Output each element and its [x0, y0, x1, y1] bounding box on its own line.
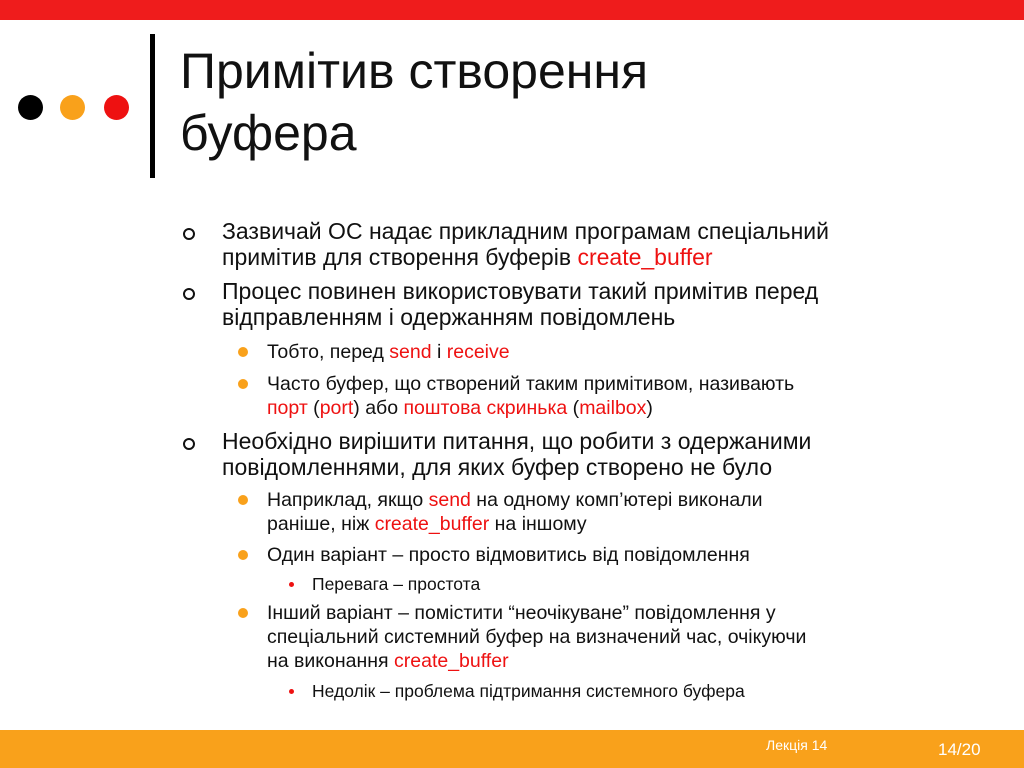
list-item-line: [222, 304, 1002, 330]
list-item-term: create_buffer: [577, 244, 713, 270]
list-item-text: Наприклад, якщо: [267, 489, 429, 511]
list-item-term: mailbox: [579, 397, 647, 419]
list-item-term: create_buffer: [394, 650, 509, 672]
list-item-term: поштова скринька: [403, 397, 568, 419]
footer-bar: [0, 730, 1024, 768]
list-item-line: [222, 218, 1002, 244]
list-item-line: [267, 601, 987, 625]
slide-title-line2: буфера: [180, 105, 357, 161]
list-item-line: [267, 543, 987, 567]
bullet-icon: [238, 495, 248, 505]
list-item-text: примітив для створення буферів: [222, 244, 578, 270]
list-item-text: на виконання: [267, 650, 395, 672]
list-item: [312, 573, 992, 595]
bullet-icon: [238, 608, 248, 618]
list-item-text: (: [307, 397, 320, 419]
list-item-line: [222, 278, 1002, 304]
bullet-icon: [289, 582, 294, 587]
bullet-icon: [183, 438, 195, 450]
list-item-term: send: [428, 489, 471, 511]
list-item-text: Часто буфер, що створений таким примітивом, називають: [267, 373, 795, 395]
bullet-icon: [238, 347, 248, 357]
list-item-line: [267, 512, 987, 536]
list-item-text: Один варіант – просто відмовитись від повідомлення: [267, 544, 750, 566]
list-item: [267, 340, 987, 364]
list-item-line: [267, 625, 987, 649]
list-item-line: [312, 573, 992, 595]
bullet-icon: [183, 288, 195, 300]
footer-page-number: 14/20: [938, 740, 981, 759]
list-item-line: [222, 454, 1002, 480]
list-item-text: відправленням і одержанням повідомлень: [222, 304, 676, 330]
list-item-term: port: [319, 397, 354, 419]
list-item: [267, 543, 987, 567]
bullet-icon: [183, 228, 195, 240]
list-item-term: порт: [267, 397, 308, 419]
bullet-icon: [289, 689, 294, 694]
list-item-text: на одному комп’ютері виконали: [470, 489, 763, 511]
list-item: [222, 218, 1002, 270]
list-item-text: Процес повинен використовувати такий примітив перед: [222, 278, 819, 304]
list-item-text: повідомленнями, для яких буфер створено не було: [222, 454, 773, 480]
list-item-term: receive: [446, 341, 510, 363]
list-item: [267, 601, 987, 673]
list-item-text: Необхідно вирішити питання, що робити з одержаними: [222, 428, 812, 454]
list-item-text: Перевага – простота: [312, 574, 481, 594]
list-item-text: Зазвичай ОС надає прикладним програмам спеціальний: [222, 218, 830, 244]
list-item-text: ): [646, 397, 653, 419]
list-item-line: [267, 649, 987, 673]
list-item-text: Інший варіант – помістити “неочікуване” повідомлення у: [267, 602, 776, 624]
list-item: [267, 372, 987, 420]
list-item-text: Тобто, перед: [267, 341, 390, 363]
footer-lecture-label: Лекція 14: [766, 737, 828, 753]
list-item-text: (: [567, 397, 580, 419]
list-item-term: create_buffer: [374, 513, 490, 535]
list-item-line: [312, 680, 992, 702]
bullet-icon: [238, 379, 248, 389]
list-item: [222, 428, 1002, 480]
slide-title-line1: Примітив створення: [180, 43, 649, 99]
list-item-text: спеціальний системний буфер на визначений час, очікуючи: [267, 626, 807, 648]
list-item-text: на іншому: [489, 513, 587, 535]
list-item: [222, 278, 1002, 330]
list-item-line: [267, 488, 987, 512]
list-item-line: [222, 428, 1002, 454]
list-item-line: [267, 372, 987, 396]
list-item-line: [267, 340, 987, 364]
list-item: [267, 488, 987, 536]
list-item-line: [267, 396, 987, 420]
list-item-line: [222, 244, 1002, 270]
list-item-text: Недолік – проблема підтримання системного буфера: [312, 681, 745, 701]
list-item-text: і: [431, 341, 447, 363]
list-item-text: ) або: [353, 397, 404, 419]
list-item-text: раніше, ніж: [267, 513, 375, 535]
list-item-term: send: [389, 341, 432, 363]
bullet-icon: [238, 550, 248, 560]
list-item: [312, 680, 992, 702]
